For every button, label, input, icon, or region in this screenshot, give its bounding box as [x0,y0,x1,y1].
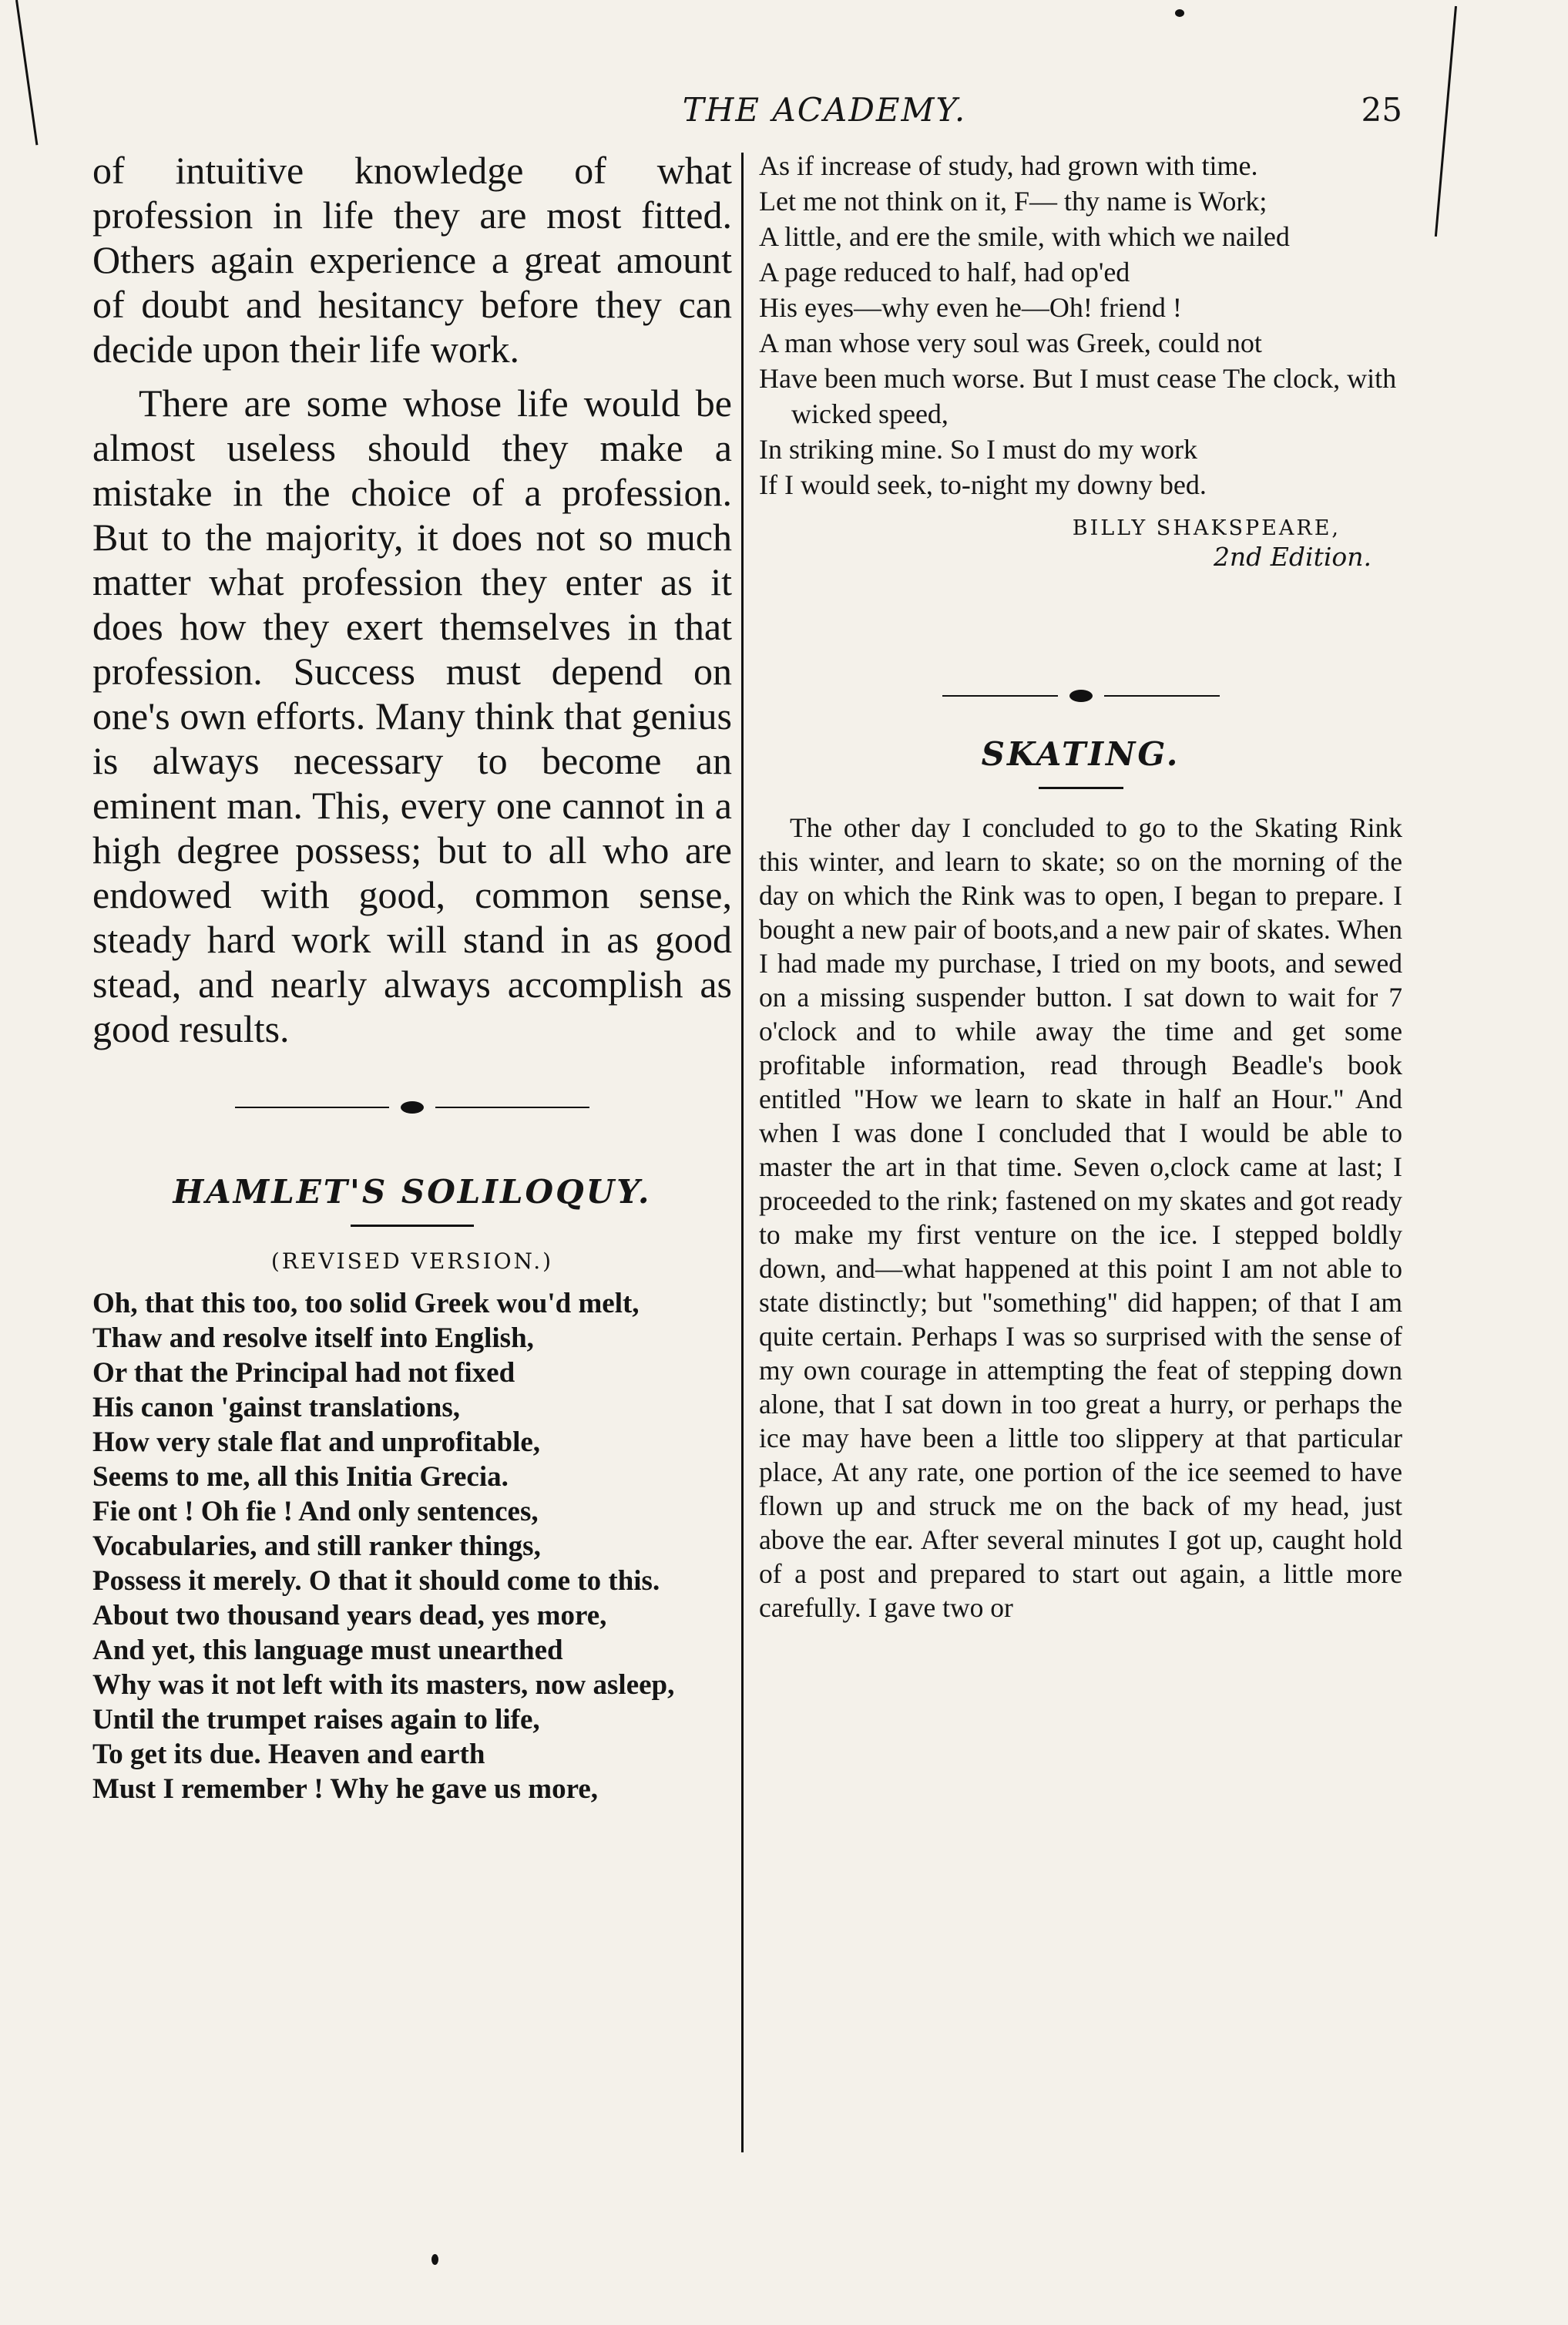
essay-paragraph: of intuitive knowledge of what profession in life they are most fitted. Others again experience a great amount of doubt and hesitancy before they can decide upon their life work. [92,149,732,371]
poem-line: Have been much worse. But I must cease The clock, with wicked speed, [759,363,1397,429]
right-column [759,148,1402,1624]
poem-line: About two thousand years dead, yes more, [92,1600,607,1631]
essay [92,148,732,1051]
skating-paragraph: The other day I concluded to go to the Skating Rink this winter, and learn to skate; so on the morning of the day on which the Rink was to open, I began to prepare. I bought a new pair of boots,and a new pair of skates. When I had made my purchase, I tried on my boots, and sewed on a missing suspender button. I sat down to wait for 7 o'clock and to while away the time and get some profitable information, read through Beadle's book entitled "How we learn to skate in half an Hour." And when I was done I concluded that I would be able to master the art in that time. Seven o,clock came at last; I proceeded to the rink; fastened on my skates and got ready to make my first venture on the ice. I stepped boldly down, and—what happened at this point I am not able to state distinctly; but "something" did happen; of that I am quite certain. Perhaps I was so surprised with the sense of my own courage in attempting the feat of stepping down alone, that I sat down in too great a hurry, or perhaps the ice may have been a little too slippery at that particular place, At any rate, one portion of the ice seemed to have flown up and struck me on the back of my head, just above the ear. After several minutes I got up, caught hold of a post and prepared to start out again, a little more carefully. I gave two or [759,812,1402,1623]
hamlet-title: HAMLET'S SOLILOQUY. [173,1173,652,1211]
title-rule [1039,787,1123,789]
poem-line: Must I remember ! Why he gave us more, [92,1773,598,1805]
poem-line: In striking mine. So I must do my work [759,434,1197,465]
poem-line: Until the trumpet raises again to life, [92,1704,540,1735]
ink-dot [1175,9,1184,17]
essay-paragraph: There are some whose life would be almost useless should they make a mistake in the choice of a profession. But to the majority, it does not so much matter what profession they enter as it does how they exert themselves in that profession. Success must depend on one's own efforts. Many think that genius is always necessary to become an eminent man. This, every one cannot in a high degree possess; but to all who are endowed with good, common sense, steady hard work will stand in as good stead, and nearly always accomplish as good results. [92,381,732,1050]
poem-signature: BILLY SHAKSPEARE, [1072,516,1341,540]
margin-mark-left [15,0,38,145]
section-ornament [942,687,1220,704]
poem-line: Why was it not left with its masters, now asleep, [92,1669,675,1701]
shakspeare-poem [759,148,1402,502]
poem-line: A page reduced to half, had op'ed [759,257,1130,287]
poem-line: Possess it merely. O that it should come to this. [92,1565,660,1597]
poem-line: How very stale flat and unprofitable, [92,1426,541,1458]
hamlet-subtitle: (REVISED VERSION.) [270,1248,554,1274]
poem-line: Thaw and resolve itself into English, [92,1322,534,1354]
poem-line: A man whose very soul was Greek, could not [759,328,1262,358]
poem-edition: 2nd Edition. [1213,542,1372,572]
ink-dot [431,2254,438,2265]
page-header [92,91,1402,145]
poem-line: His canon 'gainst translations, [92,1392,460,1423]
left-column [92,148,732,1806]
poem-line: Fie ont ! Oh fie ! And only sentences, [92,1496,539,1527]
poem-line: As if increase of study, had grown with time. [759,150,1258,181]
hamlet-poem [92,1286,732,1806]
poem-line: Vocabularies, and still ranker things, [92,1530,541,1562]
poem-line: To get its due. Heaven and earth [92,1739,485,1770]
title-rule [351,1225,474,1227]
poem-line: If I would seek, to-night my downy bed. [759,469,1207,500]
margin-mark-right [1435,6,1457,237]
poem-line: Let me not think on it, F— thy name is Work; [759,186,1267,217]
poem-line: And yet, this language must unearthed [92,1635,563,1666]
poem-line: Oh, that this too, too solid Greek wou'd melt, [92,1288,640,1319]
column-divider [741,153,744,2152]
poem-line: Seems to me, all this Initia Grecia. [92,1461,509,1493]
poem-line: His eyes—why even he—Oh! friend ! [759,292,1182,323]
section-ornament [235,1099,589,1116]
skating-title: SKATING. [981,735,1180,773]
poem-line: Or that the Principal had not fixed [92,1357,515,1389]
publication-title: THE ACADEMY. [682,91,967,129]
page-number: 25 [1361,91,1402,129]
poem-line: A little, and ere the smile, with which we nailed [759,221,1290,252]
